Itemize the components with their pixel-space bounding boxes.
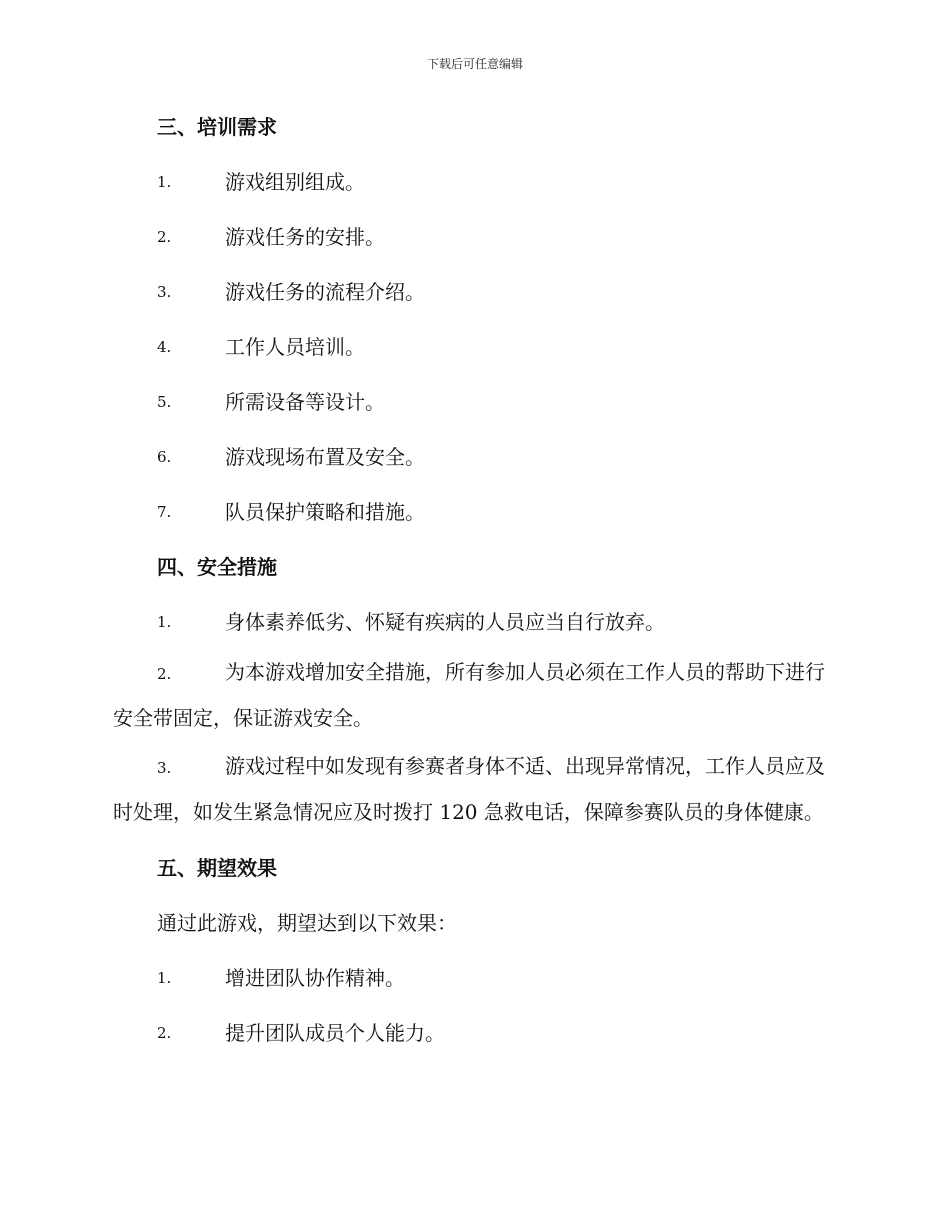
list-text: 游戏过程中如发现有参赛者身体不适、出现异常情况，工作人员应及时处理，如发生紧急情况应及时拨打 120 急救电话，保障参赛队员的身体健康。 <box>113 754 825 824</box>
list-number: 7. <box>157 503 172 521</box>
list-paragraph <box>113 744 835 834</box>
list-text: 所需设备等设计。 <box>225 390 385 414</box>
list-number: 5. <box>157 393 172 411</box>
list-number: 3. <box>157 759 172 777</box>
list-item <box>113 605 835 639</box>
list-text: 工作人员培训。 <box>225 335 365 359</box>
header-note: 下载后可任意编辑 <box>426 57 523 71</box>
section-heading-expected-results: 五、期望效果 <box>157 856 277 880</box>
list-text: 为本游戏增加安全措施，所有参加人员必须在工作人员的帮助下进行安全带固定，保证游戏安全。 <box>113 660 825 730</box>
list-text: 游戏现场布置及安全。 <box>225 445 425 469</box>
list-item <box>113 275 835 309</box>
list-item <box>113 440 835 474</box>
section-heading-safety-measures: 四、安全措施 <box>157 555 277 579</box>
list-item <box>113 330 835 364</box>
list-item <box>113 1016 835 1050</box>
document-content <box>113 110 835 1050</box>
list-item <box>113 220 835 254</box>
list-text: 队员保护策略和措施。 <box>225 500 425 524</box>
list-item <box>113 961 835 995</box>
list-number: 6. <box>157 448 172 466</box>
list-number: 2. <box>157 665 172 683</box>
list-item <box>113 495 835 529</box>
list-number: 2. <box>157 1024 172 1042</box>
list-number: 1. <box>157 613 172 631</box>
list-text: 游戏组别组成。 <box>225 170 365 194</box>
list-item <box>113 385 835 419</box>
list-number: 4. <box>157 338 172 356</box>
list-paragraph <box>113 650 835 740</box>
list-text: 身体素养低劣、怀疑有疾病的人员应当自行放弃。 <box>225 610 665 634</box>
list-number: 2. <box>157 228 172 246</box>
section-heading-training-needs: 三、培训需求 <box>157 115 277 139</box>
section-intro: 通过此游戏，期望达到以下效果： <box>157 911 457 935</box>
list-number: 1. <box>157 969 172 987</box>
list-text: 增进团队协作精神。 <box>225 966 405 990</box>
list-text: 游戏任务的流程介绍。 <box>225 280 425 304</box>
list-number: 1. <box>157 173 172 191</box>
list-text: 提升团队成员个人能力。 <box>225 1021 445 1045</box>
list-number: 3. <box>157 283 172 301</box>
list-item <box>113 165 835 199</box>
list-text: 游戏任务的安排。 <box>225 225 385 249</box>
